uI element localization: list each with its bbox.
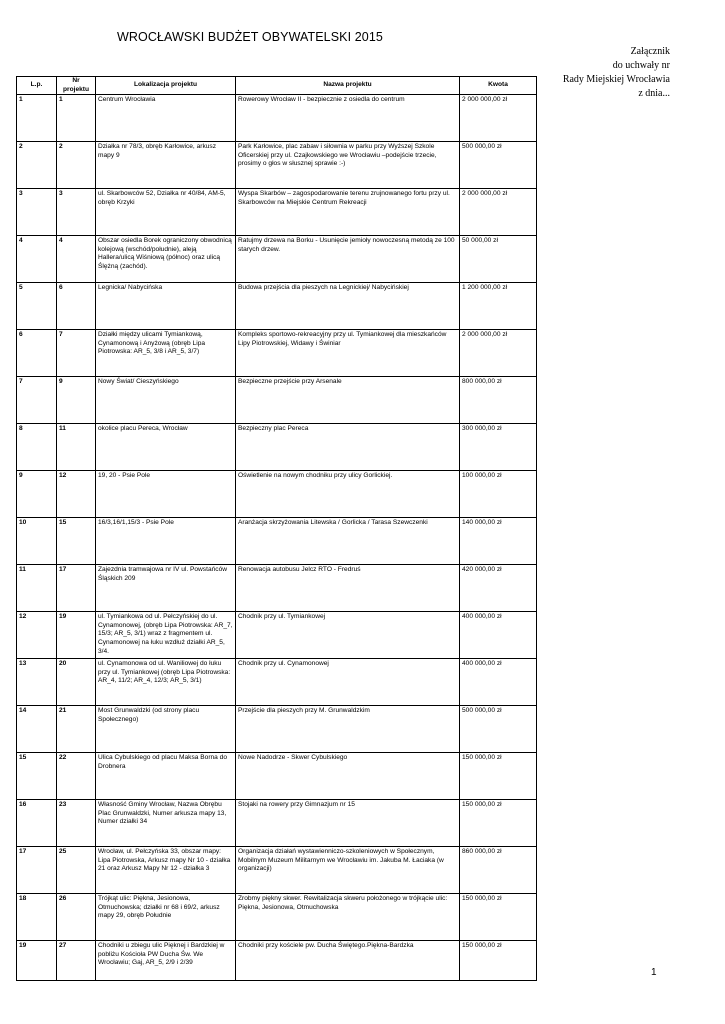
cell-nr: 11 bbox=[57, 424, 96, 471]
cell-nr: 26 bbox=[57, 894, 96, 941]
cell-nazwa: Chodnik przy ul. Tymiankowej bbox=[236, 612, 460, 659]
cell-kwota: 420 000,00 zł bbox=[460, 565, 537, 612]
cell-kwota: 1 200 000,00 zł bbox=[460, 283, 537, 330]
cell-nazwa: Bezpieczny plac Pereca bbox=[236, 424, 460, 471]
cell-nazwa: Nowe Nadodrze - Skwer Cybulskiego bbox=[236, 753, 460, 800]
annex-line: Załącznik bbox=[630, 46, 670, 57]
table-row bbox=[17, 894, 537, 941]
cell-nr: 4 bbox=[57, 236, 96, 283]
cell-lokalizacja: ul. Cynamonowa od ul. Waniliowej do łuku przy ul. Tymiankowej (obręb Lipa Piotrowska: AR_4, 11/2; AR_4, 12/3; AR_5, 3/1) bbox=[96, 659, 236, 706]
cell-kwota: 860 000,00 zł bbox=[460, 847, 537, 894]
cell-nazwa: Budowa przejścia dla pieszych na Legnickiej/ Nabycińskiej bbox=[236, 283, 460, 330]
cell-kwota: 150 000,00 zł bbox=[460, 800, 537, 847]
cell-nr: 19 bbox=[57, 612, 96, 659]
cell-lp: 1 bbox=[17, 95, 57, 142]
cell-kwota: 400 000,00 zł bbox=[460, 659, 537, 706]
cell-nr: 1 bbox=[57, 95, 96, 142]
cell-lp: 9 bbox=[17, 471, 57, 518]
table-header-row bbox=[17, 77, 537, 95]
table-row bbox=[17, 330, 537, 377]
cell-lokalizacja: okolice placu Pereca, Wrocław bbox=[96, 424, 236, 471]
cell-nazwa: Ratujmy drzewa na Borku - Usunięcie jemioły nowoczesną metodą ze 100 starych drzew. bbox=[236, 236, 460, 283]
cell-lp: 6 bbox=[17, 330, 57, 377]
cell-nazwa: Organizacja działań wystawienniczo-szkoleniowych w Społecznym, Mobilnym Muzeum Militarnym we Wrocławiu im. Jakuba M. Łaciaka (w organizacji) bbox=[236, 847, 460, 894]
cell-nazwa: Bezpieczne przejście przy Arsenale bbox=[236, 377, 460, 424]
cell-lp: 15 bbox=[17, 753, 57, 800]
cell-nr: 20 bbox=[57, 659, 96, 706]
cell-nr: 21 bbox=[57, 706, 96, 753]
cell-nazwa: Przejście dla pieszych przy M. Grunwaldzkim bbox=[236, 706, 460, 753]
cell-nr: 25 bbox=[57, 847, 96, 894]
cell-lokalizacja: 19, 20 - Psie Pole bbox=[96, 471, 236, 518]
cell-nr: 7 bbox=[57, 330, 96, 377]
cell-lp: 11 bbox=[17, 565, 57, 612]
table-row bbox=[17, 518, 537, 565]
cell-nr: 22 bbox=[57, 753, 96, 800]
cell-lp: 10 bbox=[17, 518, 57, 565]
table-row bbox=[17, 236, 537, 283]
cell-lokalizacja: Nowy Świat/ Cieszyńskiego bbox=[96, 377, 236, 424]
table-row bbox=[17, 753, 537, 800]
cell-kwota: 2 000 000,00 zł bbox=[460, 330, 537, 377]
cell-lokalizacja: ul. Tymiankowa od ul. Pełczyńskiej do ul. Cynamonowej, (obręb Lipa Piotrowska: AR_7, 15/3; AR_5, 3/1) wraz z fragmentem ul. Cynamonowej na łuku wzdłuż działki AR_5, 3/4. bbox=[96, 612, 236, 659]
cell-kwota: 400 000,00 zł bbox=[460, 612, 537, 659]
cell-nazwa: Zrobmy piękny skwer. Rewitalizacja skweru położonego w trójkącie ulic: Piękna, Jesionowa, Otmuchowska bbox=[236, 894, 460, 941]
table-row bbox=[17, 659, 537, 706]
cell-kwota: 300 000,00 zł bbox=[460, 424, 537, 471]
table-row bbox=[17, 612, 537, 659]
cell-lp: 18 bbox=[17, 894, 57, 941]
projects-table bbox=[16, 76, 537, 981]
cell-lp: 14 bbox=[17, 706, 57, 753]
cell-kwota: 2 000 000,00 zł bbox=[460, 95, 537, 142]
cell-lp: 8 bbox=[17, 424, 57, 471]
cell-lp: 7 bbox=[17, 377, 57, 424]
table-row bbox=[17, 189, 537, 236]
cell-lokalizacja: Centrum Wrocławia bbox=[96, 95, 236, 142]
cell-nazwa: Wyspa Skarbów – zagospodarowanie terenu zrujnowanego fortu przy ul. Skarbowców na Miejskie Centrum Rekreacji bbox=[236, 189, 460, 236]
cell-nazwa: Renowacja autobusu Jelcz RTO - Fredruś bbox=[236, 565, 460, 612]
cell-nazwa: Park Karłowice, plac zabaw i siłownia w parku przy Wyższej Szkole Oficerskiej przy ul. Czajkowskiego we Wrocławiu –podejście trzecie, prosimy o głos w słusznej sprawie :-) bbox=[236, 142, 460, 189]
cell-nazwa: Chodniki przy kościele pw. Ducha Świętego.Piękna-Bardzka bbox=[236, 941, 460, 981]
table-row bbox=[17, 706, 537, 753]
cell-lp: 5 bbox=[17, 283, 57, 330]
cell-kwota: 500 000,00 zł bbox=[460, 706, 537, 753]
cell-nazwa: Stojaki na rowery przy Gimnazjum nr 15 bbox=[236, 800, 460, 847]
cell-lokalizacja: Działki między ulicami Tymiankową, Cynamonową i Anyżową (obręb Lipa Piotrowska: AR_5, 3/8 i AR_5, 3/7) bbox=[96, 330, 236, 377]
cell-nazwa: Aranżacja skrzyżowania Litewska / Gorlicka / Tarasa Szewczenki bbox=[236, 518, 460, 565]
cell-nazwa: Kompleks sportowo-rekreacyjny przy ul. Tymiankowej dla mieszkańców Lipy Piotrowskiej, Widawy i Świniar bbox=[236, 330, 460, 377]
table-row bbox=[17, 471, 537, 518]
table-row bbox=[17, 800, 537, 847]
cell-lp: 17 bbox=[17, 847, 57, 894]
cell-nr: 12 bbox=[57, 471, 96, 518]
cell-kwota: 500 000,00 zł bbox=[460, 142, 537, 189]
cell-lokalizacja: Działka nr 78/3, obręb Karłowice, arkusz mapy 9 bbox=[96, 142, 236, 189]
table-row bbox=[17, 142, 537, 189]
document-title: WROCŁAWSKI BUDŻET OBYWATELSKI 2015 bbox=[117, 30, 383, 44]
cell-nazwa: Rowerowy Wrocław II - bezpiecznie z osiedla do centrum bbox=[236, 95, 460, 142]
column-header-kwota: Kwota bbox=[460, 77, 537, 95]
cell-lokalizacja: Obszar osiedla Borek ograniczony obwodnicą kolejową (wschód/południe), aleją Hallera/ulicą Wiśniową (północ) oraz ulicą Ślężną (zachód). bbox=[96, 236, 236, 283]
cell-kwota: 100 000,00 zł bbox=[460, 471, 537, 518]
column-header-nr: Nr projektu bbox=[57, 77, 96, 95]
cell-nr: 3 bbox=[57, 189, 96, 236]
cell-nr: 23 bbox=[57, 800, 96, 847]
cell-lp: 12 bbox=[17, 612, 57, 659]
cell-lokalizacja: ul. Skarbowców 52, Działka nr 40/84, AM-5, obręb Krzyki bbox=[96, 189, 236, 236]
cell-lokalizacja: Ulica Cybulskiego od placu Maksa Borna do Drobnera bbox=[96, 753, 236, 800]
page-number: 1 bbox=[651, 967, 657, 978]
table-row bbox=[17, 377, 537, 424]
cell-kwota: 50 000,00 zł bbox=[460, 236, 537, 283]
cell-lp: 4 bbox=[17, 236, 57, 283]
cell-lokalizacja: Własność Gminy Wrocław, Nazwa Obrębu Plac Grunwaldzki, Numer arkusza mapy 13, Numer działki 34 bbox=[96, 800, 236, 847]
cell-kwota: 140 000,00 zł bbox=[460, 518, 537, 565]
cell-nr: 15 bbox=[57, 518, 96, 565]
cell-kwota: 2 000 000,00 zł bbox=[460, 189, 537, 236]
cell-nr: 2 bbox=[57, 142, 96, 189]
cell-lp: 2 bbox=[17, 142, 57, 189]
cell-lokalizacja: Most Grunwaldzki (od strony placu Społecznego) bbox=[96, 706, 236, 753]
cell-nr: 17 bbox=[57, 565, 96, 612]
cell-kwota: 150 000,00 zł bbox=[460, 894, 537, 941]
cell-lokalizacja: Wrocław, ul. Pełczyńska 33, obszar mapy: Lipa Piotrowska, Arkusz mapy Nr 10 - działka 21 oraz Arkusz Mapy Nr 12 - działka 3 bbox=[96, 847, 236, 894]
annex-line: do uchwały nr bbox=[612, 60, 670, 71]
cell-kwota: 800 000,00 zł bbox=[460, 377, 537, 424]
cell-lokalizacja: 16/3,16/1,15/3 - Psie Pole bbox=[96, 518, 236, 565]
table-row bbox=[17, 565, 537, 612]
table-row bbox=[17, 424, 537, 471]
table-row bbox=[17, 95, 537, 142]
cell-lp: 13 bbox=[17, 659, 57, 706]
table-row bbox=[17, 847, 537, 894]
cell-lokalizacja: Zajezdnia tramwajowa nr IV ul. Powstańców Śląskich 209 bbox=[96, 565, 236, 612]
table-row bbox=[17, 283, 537, 330]
cell-kwota: 150 000,00 zł bbox=[460, 941, 537, 981]
column-header-lokalizacja: Lokalizacja projektu bbox=[96, 77, 236, 95]
cell-lp: 16 bbox=[17, 800, 57, 847]
annex-line: z dnia... bbox=[638, 88, 670, 99]
cell-nr: 6 bbox=[57, 283, 96, 330]
cell-lp: 3 bbox=[17, 189, 57, 236]
cell-lokalizacja: Trójkąt ulic: Piękna, Jesionowa, Otmuchowska; działki nr 68 i 69/2, arkusz mapy 29, obręb Południe bbox=[96, 894, 236, 941]
cell-nazwa: Chodnik przy ul. Cynamonowej bbox=[236, 659, 460, 706]
cell-nr: 9 bbox=[57, 377, 96, 424]
cell-lp: 19 bbox=[17, 941, 57, 981]
cell-kwota: 150 000,00 zł bbox=[460, 753, 537, 800]
cell-lokalizacja: Legnicka/ Nabycińska bbox=[96, 283, 236, 330]
cell-lokalizacja: Chodniki u zbiegu ulic Pięknej i Bardzkiej w pobliżu Kościoła PW Ducha Św. We Wrocławiu; Gaj, AR_5, 2/9 i 2/39 bbox=[96, 941, 236, 981]
annex-line: Rady Miejskiej Wrocławia bbox=[562, 74, 670, 85]
cell-nr: 27 bbox=[57, 941, 96, 981]
column-header-nazwa: Nazwa projektu bbox=[236, 77, 460, 95]
table-row bbox=[17, 941, 537, 981]
cell-nazwa: Oświetlenie na nowym chodniku przy ulicy Gorlickiej. bbox=[236, 471, 460, 518]
column-header-lp: L.p. bbox=[17, 77, 57, 95]
